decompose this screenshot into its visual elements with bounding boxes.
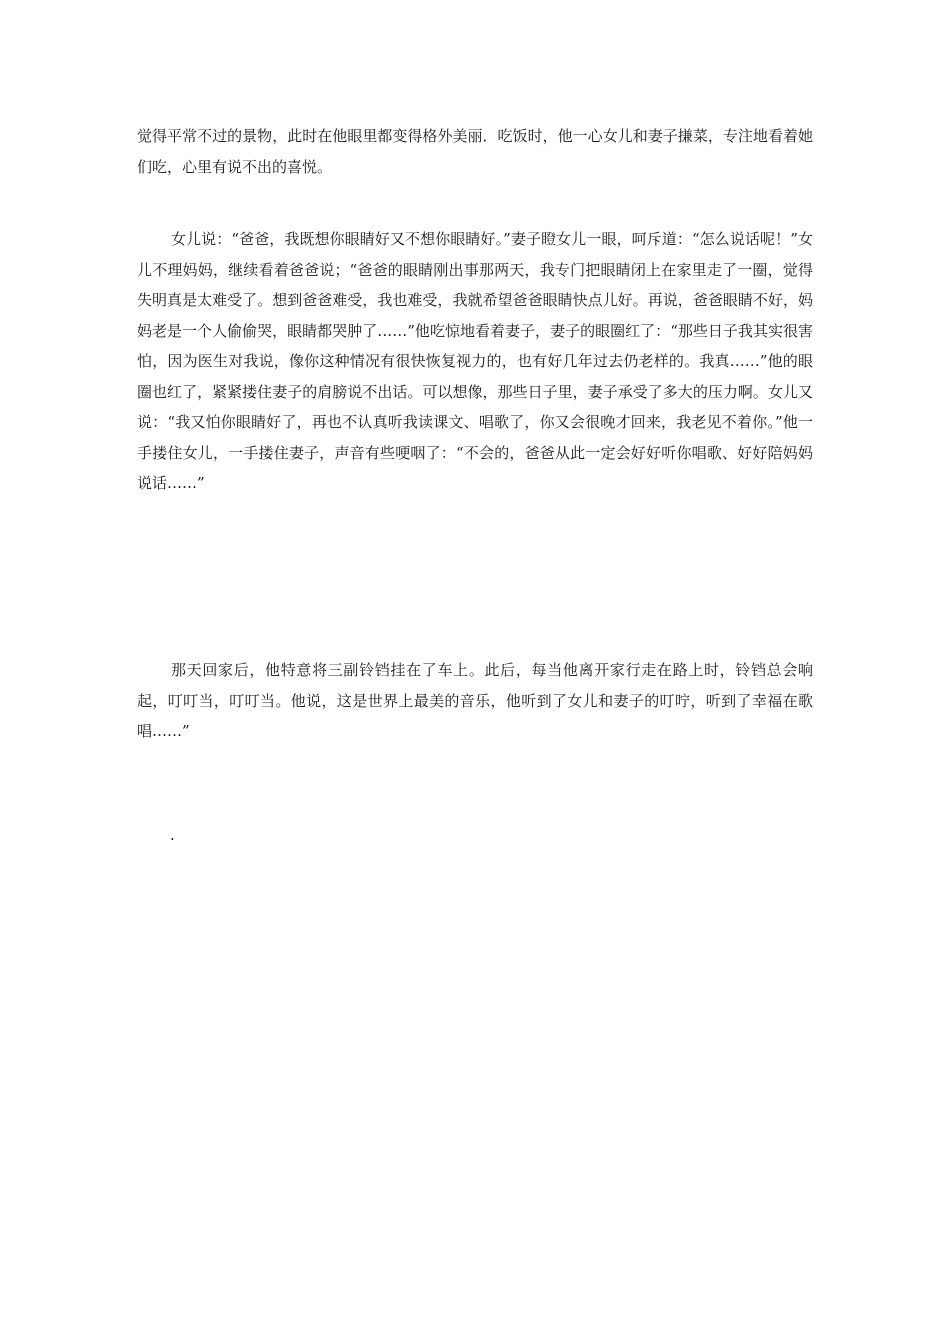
paragraph-3: 那天回家后，他特意将三副铃铛挂在了车上。此后，每当他离开家行走在路上时，铃铛总会响起，叮叮当，叮叮当。他说，这是世界上最美的音乐，他听到了女儿和妻子的叮咛，听到了幸福在歌唱……” xyxy=(137,661,813,740)
trailing-mark: . xyxy=(170,826,175,844)
paragraph-2: 女儿说：“爸爸，我既想你眼睛好又不想你眼睛好。”妻子瞪女儿一眼，呵斥道：“怎么说话呢！”女儿不理妈妈，继续看着爸爸说；“爸爸的眼睛刚出事那两天，我专门把眼睛闭上在家里走了一圈，觉得失明真是太难受了。想到爸爸难受，我也难受，我就希望爸爸眼睛快点儿好。再说，爸爸眼睛不好，妈妈老是一个人偷偷哭，眼睛都哭肿了……”他吃惊地看着妻子，妻子的眼圈红了：“那些日子我其实很害怕，因为医生对我说，像你这种情况有很快恢复视力的，也有好几年过去仍老样的。我真……”他的眼圈也红了，紧紧搂住妻子的肩膀说不出话。可以想像，那些日子里，妻子承受了多大的压力啊。女儿又说：“我又怕你眼睛好了，再也不认真听我读课文、唱歌了，你又会很晚才回来，我老见不着你。”他一手搂住女儿，一手搂住妻子，声音有些哽咽了：“不会的，爸爸从此一定会好好听你唱歌、好好陪妈妈说话……” xyxy=(137,230,813,492)
paragraph-1: 觉得平常不过的景物，此时在他眼里都变得格外美丽．吃饭时，他一心女儿和妻子搛菜，专注地看着她们吃，心里有说不出的喜悦。 xyxy=(137,127,813,176)
